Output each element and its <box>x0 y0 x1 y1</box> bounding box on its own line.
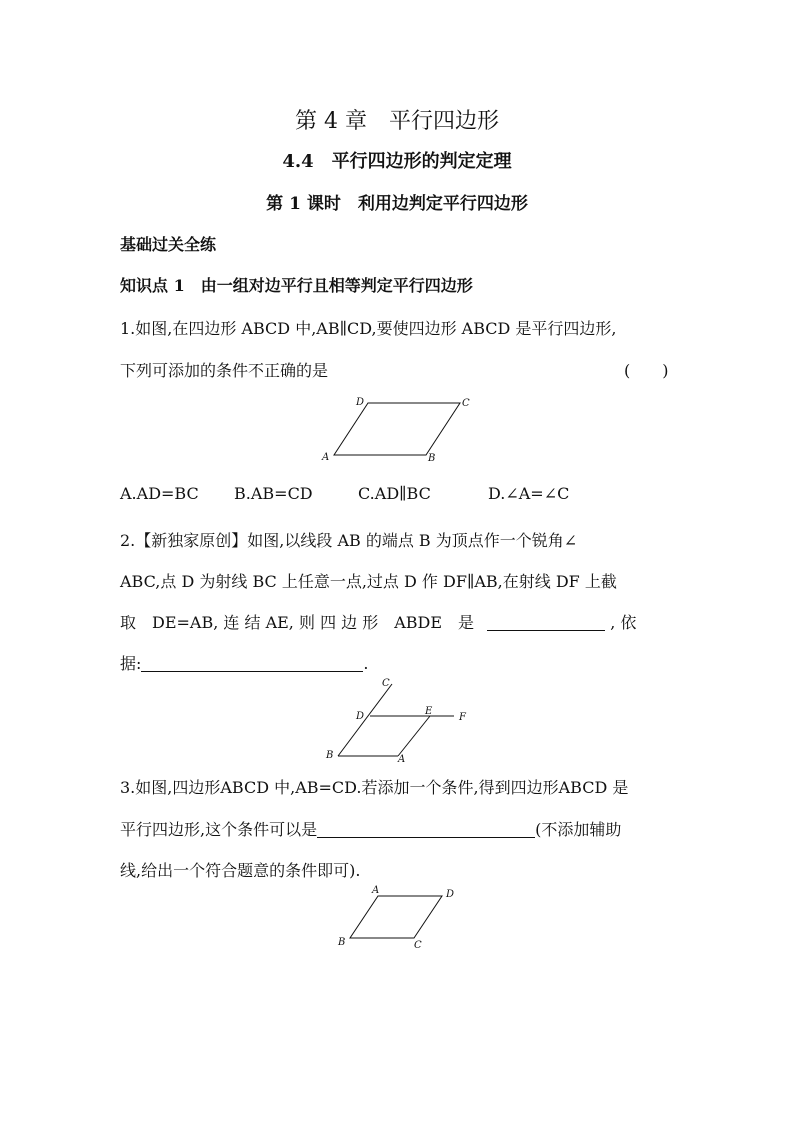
q3-parallelogram-figure <box>330 882 470 952</box>
q2-line3 <box>120 610 636 633</box>
q2-blank-shape[interactable] <box>487 614 605 631</box>
q1-label-d: D <box>356 397 365 408</box>
q3-label-d: D <box>446 889 455 900</box>
q2-line3-suffix: , 依 <box>610 613 637 632</box>
q1-label-b: B <box>428 453 436 464</box>
section-label: 基础过关全练 <box>120 235 217 254</box>
q1-option-b: B.AB=CD <box>234 484 313 503</box>
q2-line4-suffix: . <box>363 654 369 673</box>
q2-label-a: A <box>398 754 406 764</box>
q3-line2 <box>120 817 621 840</box>
q3-line1: 3.如图,四边形ABCD 中,AB=CD.若添加一个条件,得到四边形ABCD 是 <box>120 778 629 797</box>
q3-label-a: A <box>372 885 380 896</box>
lesson-title: 第 1 课时 利用边判定平行四边形 <box>266 194 528 214</box>
q3-blank-condition[interactable] <box>317 821 535 838</box>
q2-label-d: D <box>356 711 365 722</box>
q3-parallelogram <box>350 896 442 938</box>
q2-segment-ae <box>398 716 430 756</box>
q1-line2: 下列可添加的条件不正确的是 <box>120 361 329 380</box>
q2-line3-text: 取 DE=AB, 连 结 AE, 则 四 边 形 ABDE 是 <box>120 613 475 632</box>
q3-line2-text: 平行四边形,这个条件可以是 <box>120 820 318 839</box>
q2-blank-reason[interactable] <box>141 655 363 672</box>
q2-label-e: E <box>425 706 433 717</box>
q2-label-b: B <box>326 750 334 761</box>
q3-label-b: B <box>338 937 346 948</box>
q1-option-a: A.AD=BC <box>120 484 199 503</box>
q1-label-a: A <box>322 452 330 463</box>
q2-line4 <box>120 651 369 674</box>
q1-parallelogram <box>334 403 460 455</box>
q3-line3: 线,给出一个符合题意的条件即可). <box>120 861 361 880</box>
q1-answer-paren: ( ) <box>624 361 669 380</box>
q2-label-f: F <box>459 712 466 723</box>
q1-line1: 1.如图,在四边形 ABCD 中,AB∥CD,要使四边形 ABCD 是平行四边形, <box>120 319 617 338</box>
q2-figure <box>320 674 480 764</box>
q2-line4-text: 据: <box>120 654 142 673</box>
section-title: 4.4 平行四边形的判定定理 <box>282 151 512 172</box>
chapter-title: 第 4 章 平行四边形 <box>295 109 499 134</box>
q3-label-c: C <box>414 940 422 951</box>
knowledge-point: 知识点 1 由一组对边平行且相等判定平行四边形 <box>120 276 473 295</box>
q1-option-d: D.∠A=∠C <box>488 484 570 503</box>
q2-ray-bc <box>338 684 392 756</box>
q1-parallelogram-figure <box>318 392 478 466</box>
q2-line1: 2.【新独家原创】如图,以线段 AB 的端点 B 为顶点作一个锐角∠ <box>120 531 578 550</box>
q1-option-c: C.AD∥BC <box>358 484 431 503</box>
q2-line2: ABC,点 D 为射线 BC 上任意一点,过点 D 作 DF∥AB,在射线 DF 上截 <box>120 572 617 591</box>
q1-label-c: C <box>462 398 470 409</box>
q2-label-c: C <box>382 678 390 689</box>
q3-line2-suffix: (不添加辅助 <box>535 820 622 839</box>
